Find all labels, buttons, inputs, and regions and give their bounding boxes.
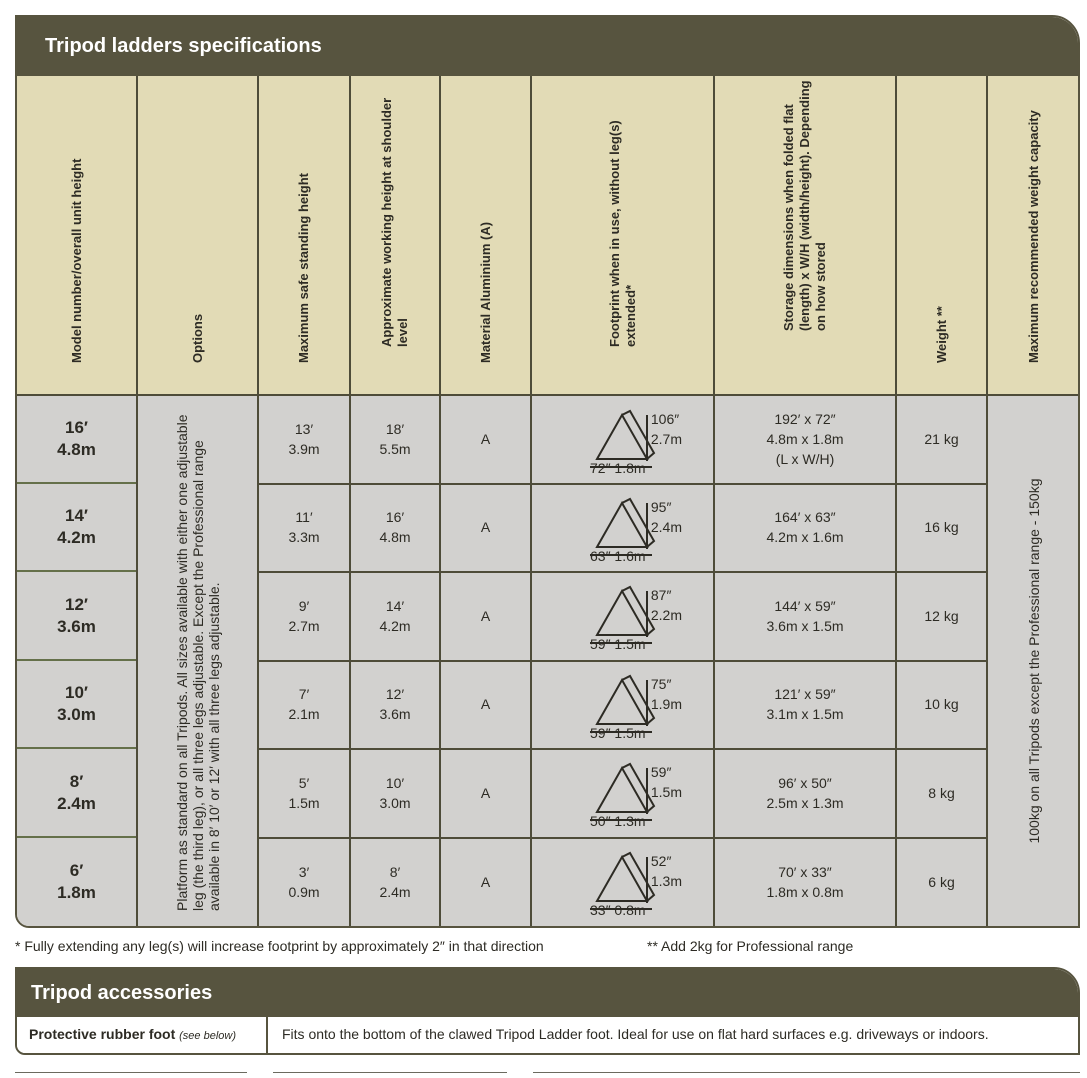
title-bar [17, 17, 1078, 76]
col-options [138, 76, 257, 926]
accessories-bar [17, 969, 1078, 1017]
accessory-row [17, 1017, 1078, 1053]
col-standing [259, 76, 349, 926]
header-storage [715, 76, 895, 395]
accessory-name: Protective rubber foot (see below) [29, 1026, 236, 1042]
accessory-note: (see below) [179, 1030, 236, 1042]
bottom-rule [273, 1072, 507, 1073]
header-standing [259, 76, 349, 395]
model-cell-8: 8′ 2.4m [57, 771, 96, 813]
footprint-diagram: 52″ 1.3m 33″ 0.8m [532, 837, 712, 925]
footprint-diagram: 87″ 2.2m 59″ 1.5m [532, 571, 712, 659]
weight-cell: 8 kg [928, 784, 955, 801]
header-footprint [532, 76, 713, 395]
bottom-rule [15, 1072, 247, 1073]
footprint-diagram: 59″ 1.5m 50″ 1.3m [532, 748, 712, 836]
storage-cell: 144′ x 59″ 3.6m x 1.5m [766, 597, 844, 634]
header-standing-label: Maximum safe standing height [296, 173, 311, 363]
col-weight [897, 76, 986, 926]
model-cell-10: 10′ 3.0m [57, 683, 96, 724]
spec-table-panel [15, 15, 1080, 928]
standing-cell: 9′ 2.7m [288, 597, 320, 634]
footnote-footprint: * Fully extending any leg(s) will increase footprint by approximately 2″ in that direction [15, 938, 544, 954]
page-title: Tripod ladders specifications [45, 35, 322, 57]
accessories-panel [15, 967, 1080, 1055]
standing-cell: 13′ 3.9m [288, 421, 320, 457]
col-model [17, 76, 136, 926]
accessories-title: Tripod accessories [31, 982, 213, 1004]
working-cell: 16′ 4.8m [379, 509, 411, 545]
weight-cell: 12 kg [924, 607, 959, 624]
material-cell: A [480, 784, 491, 801]
standing-cell: 5′ 1.5m [288, 774, 320, 811]
model-cell-6: 6′ 1.8m [57, 860, 96, 902]
storage-cell: 96′ x 50″ 2.5m x 1.3m [766, 774, 844, 811]
model-body [17, 395, 136, 926]
header-footprint-label: Footprint when in use, without leg(s) extended* [606, 120, 638, 347]
standing-cell: 3′ 0.9m [288, 863, 320, 900]
header-capacity [988, 76, 1080, 395]
header-weight [897, 76, 986, 395]
working-cell: 14′ 4.2m [379, 597, 411, 634]
model-cell-12: 12′ 3.6m [57, 594, 96, 636]
options-text: Platform as standard on all Tripods. All sizes available with either one adjustable leg (the third leg), or all three legs adjustable. Except the Professional range available in 8′ 10′ or 12′ with all three legs adjustable. [173, 414, 222, 911]
weight-cell: 21 kg [924, 431, 959, 447]
col-storage [715, 76, 895, 926]
header-material-label: Material Aluminium (A) [477, 221, 493, 363]
standing-cell: 7′ 2.1m [288, 686, 320, 722]
storage-cell: 192′ x 72″ 4.8m x 1.8m (L x W/H) [766, 411, 844, 467]
storage-cell: 164′ x 63″ 4.2m x 1.6m [766, 509, 844, 545]
header-options-label: Options [189, 313, 205, 363]
weight-cell: 6 kg [928, 873, 955, 890]
weight-cell: 16 kg [924, 519, 959, 535]
material-cell: A [480, 696, 491, 712]
storage-cell: 121′ x 59″ 3.1m x 1.5m [766, 686, 844, 722]
col-capacity [988, 76, 1080, 926]
working-cell: 10′ 3.0m [379, 774, 411, 811]
standing-cell: 11′ 3.3m [288, 509, 320, 545]
bottom-rule [533, 1072, 1080, 1073]
working-cell: 12′ 3.6m [379, 686, 411, 722]
header-weight-label: Weight ** [933, 306, 949, 363]
header-working [351, 76, 439, 395]
col-working [351, 76, 439, 926]
model-cell-16: 16′ 4.8m [57, 418, 96, 459]
header-model [17, 76, 136, 395]
col-material [441, 76, 530, 926]
capacity-body [988, 395, 1080, 926]
header-working-label: Approximate working height at shoulder level [379, 97, 410, 347]
accessory-description: Fits onto the bottom of the clawed Tripod Ladder foot. Ideal for use on flat hard surfaces e.g. driveways or indoors. [282, 1026, 989, 1042]
material-cell: A [480, 607, 491, 624]
material-cell: A [480, 431, 491, 447]
footnote-weight: ** Add 2kg for Professional range [647, 938, 854, 954]
footprint-diagram: 95″ 2.4m 63″ 1.6m [532, 483, 712, 571]
working-cell: 18′ 5.5m [379, 421, 411, 457]
material-cell: A [480, 873, 491, 890]
storage-cell: 70′ x 33″ 1.8m x 0.8m [766, 863, 844, 900]
header-model-label: Model number/overall unit height [68, 158, 84, 363]
footprint-diagram: 75″ 1.9m 59″ 1.5m [532, 660, 712, 748]
options-body [138, 395, 257, 926]
header-storage-label: Storage dimensions when folded flat (length) x W/H (width/height). Depending on how stored [781, 80, 828, 331]
footprint-diagram: 106″ 2.7m 72″ 1.8m [532, 395, 712, 483]
capacity-text: 100kg on all Tripods except the Professional range - 150kg [1026, 478, 1042, 844]
model-cell-14: 14′ 4.2m [57, 506, 96, 547]
material-cell: A [480, 519, 491, 535]
working-cell: 8′ 2.4m [379, 863, 411, 900]
header-material [441, 76, 530, 395]
weight-cell: 10 kg [924, 696, 959, 712]
header-options [138, 76, 257, 395]
header-capacity-label: Maximum recommended weight capacity [1026, 110, 1041, 363]
col-footprint [532, 76, 713, 926]
